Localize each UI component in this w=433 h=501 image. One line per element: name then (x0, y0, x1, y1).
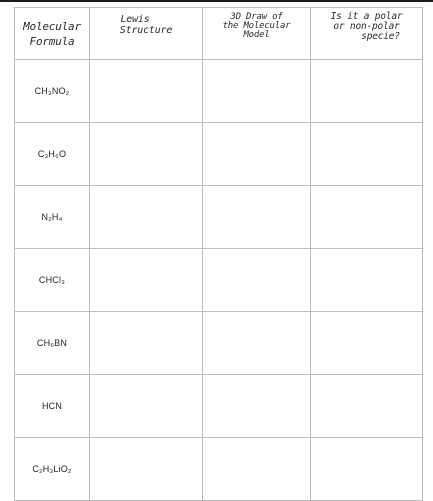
formula-cell: C₃H₆O (15, 123, 90, 186)
table-row (15, 60, 423, 123)
polarity-cell[interactable] (311, 123, 423, 186)
polarity-cell[interactable] (311, 60, 423, 123)
polarity-cell[interactable] (311, 438, 423, 501)
table-row (15, 186, 423, 249)
model-cell[interactable] (203, 438, 311, 501)
header-line: Structure (119, 25, 173, 36)
polarity-cell[interactable] (311, 249, 423, 312)
polarity-cell[interactable] (311, 312, 423, 375)
polarity-cell[interactable] (311, 186, 423, 249)
formula-cell: HCN (15, 375, 90, 438)
header-line: 3D Draw of (230, 12, 283, 22)
table-row (15, 123, 423, 186)
header-line: Molecular (23, 19, 81, 33)
formula-cell: N₂H₄ (15, 186, 90, 249)
table-row (15, 438, 423, 501)
header-3d-model (203, 8, 311, 60)
polarity-cell[interactable] (311, 375, 423, 438)
formula-cell: C₂H₃LiO₂ (15, 438, 90, 501)
top-border-line (0, 0, 433, 2)
table-row (15, 249, 423, 312)
header-line: the Molecular (222, 21, 291, 31)
model-cell[interactable] (203, 123, 311, 186)
lewis-structure-cell[interactable] (90, 249, 203, 312)
header-line: or non-polar (333, 21, 400, 32)
header-lewis-structure (90, 8, 203, 60)
header-line: Model (243, 30, 270, 40)
table-row (15, 375, 423, 438)
model-cell[interactable] (203, 375, 311, 438)
header-molecular-formula (15, 8, 90, 60)
lewis-structure-cell[interactable] (90, 123, 203, 186)
lewis-structure-cell[interactable] (90, 438, 203, 501)
formula-cell: CH₃NO₂ (15, 60, 90, 123)
model-cell[interactable] (203, 186, 311, 249)
model-cell[interactable] (203, 249, 311, 312)
model-cell[interactable] (203, 60, 311, 123)
formula-cell: CHCl₃ (15, 249, 90, 312)
header-polarity (311, 8, 423, 60)
lewis-structure-cell[interactable] (90, 186, 203, 249)
lewis-structure-cell[interactable] (90, 312, 203, 375)
header-line: specie? (361, 31, 400, 42)
table-row (15, 312, 423, 375)
header-row (15, 8, 423, 60)
formula-cell: CH₆BN (15, 312, 90, 375)
lewis-structure-cell[interactable] (90, 375, 203, 438)
header-line: Lewis (120, 14, 150, 25)
worksheet-table (14, 7, 423, 501)
lewis-structure-cell[interactable] (90, 60, 203, 123)
model-cell[interactable] (203, 312, 311, 375)
header-line: Formula (29, 34, 75, 48)
header-line: Is it a polar (330, 11, 403, 22)
